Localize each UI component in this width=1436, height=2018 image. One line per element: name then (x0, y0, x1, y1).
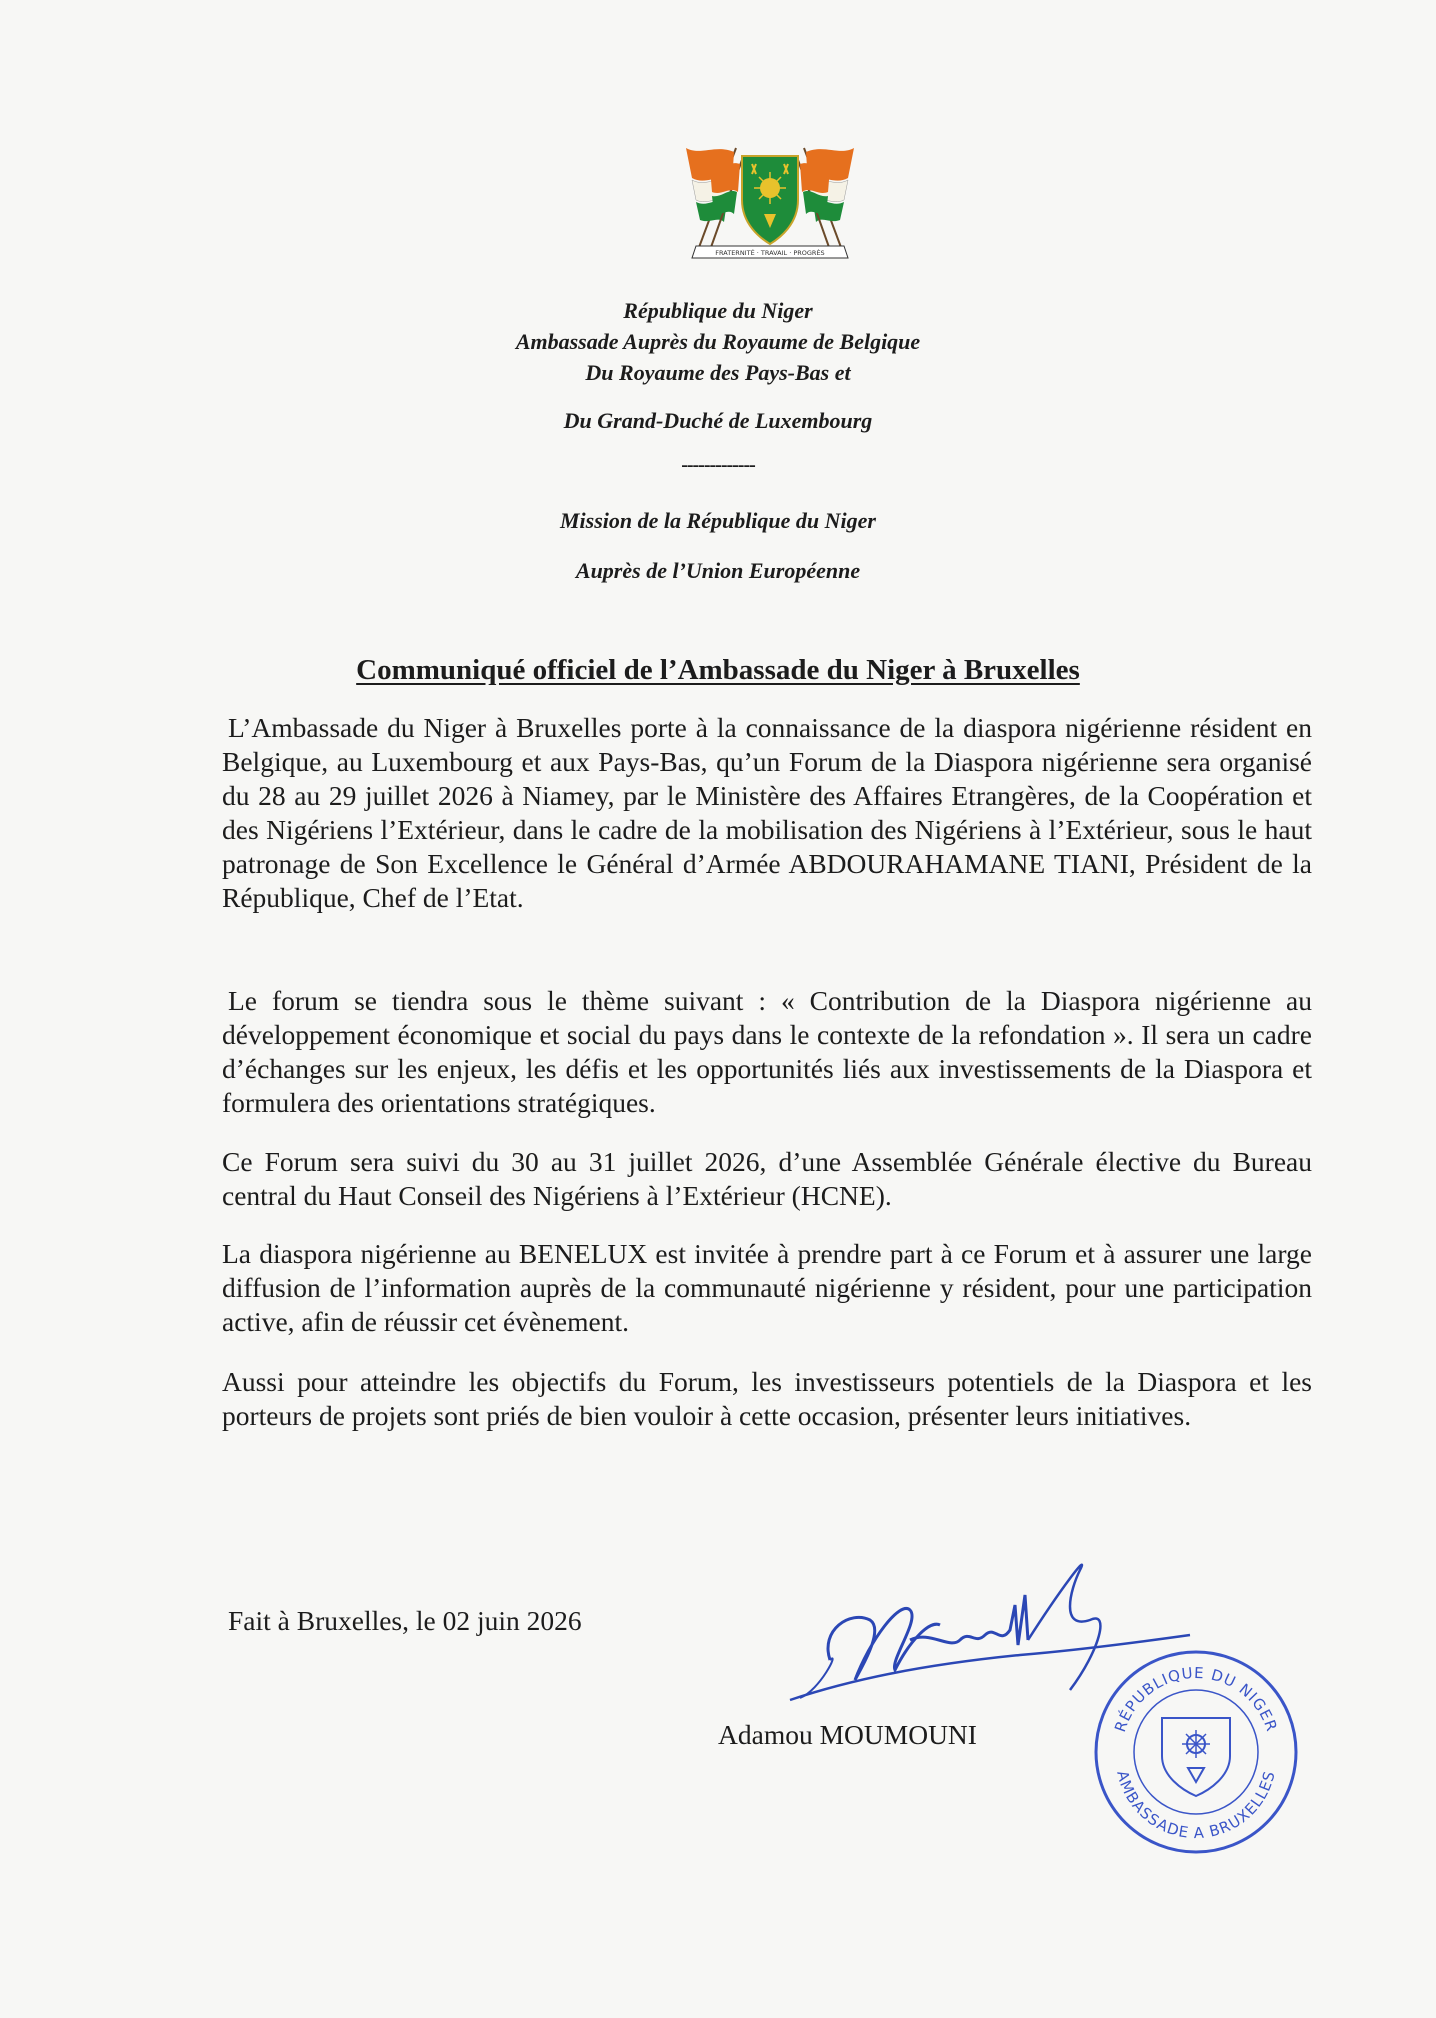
paragraph-benelux: La diaspora nigérienne au BENELUX est invitée à prendre part à ce Forum et à assurer une large diffusion de l’information auprès de la communauté nigérienne y résident, pour une participation active, afin de réussir cet évènement. (222, 1238, 1312, 1337)
svg-text:RÉPUBLIQUE DU NIGER: RÉPUBLIQUE DU NIGER (1111, 1663, 1281, 1735)
signatory-name: Adamou MOUMOUNI (718, 1719, 977, 1750)
document-title: Communiqué officiel de l’Ambassade du Niger à Bruxelles (356, 654, 1080, 686)
svg-text:AMBASSADE A BRUXELLES: AMBASSADE A BRUXELLES (1113, 1768, 1279, 1843)
header-line-republic: République du Niger (623, 298, 813, 323)
header-line-eu: Auprès de l’Union Européenne (575, 558, 861, 583)
paragraph-intro: L’Ambassade du Niger à Bruxelles porte à la connaissance de la diaspora nigérienne résident en Belgique, au Luxembourg et aux Pays-Bas, qu’un Forum de la Diaspora nigérienne sera organisé du 28 au 29 juillet 2026 à Niamey, par le Ministère des Affaires Etrangères, de la Coopération et des Nigériens l’Extérieur, dans le cadre de la mobilisation des Nigériens à l’Extérieur, sous le haut patronage de Son Excellence le Général d’Armée ABDOURAHAMANE TIANI, Président de la République, Chef de l’Etat. (222, 712, 1312, 913)
header-separator: ------------- (681, 454, 755, 476)
embassy-seal-icon (1092, 1648, 1300, 1856)
place-and-date: Fait à Bruxelles, le 02 juin 2026 (228, 1605, 582, 1636)
niger-coat-of-arms-icon (676, 138, 864, 268)
header-line-luxembourg: Du Grand-Duché de Luxembourg (563, 408, 873, 433)
paragraph-investors: Aussi pour atteindre les objectifs du Forum, les investisseurs potentiels de la Diaspora et les porteurs de projets sont priés de bien vouloir à cette occasion, présenter leurs initiatives. (222, 1366, 1312, 1431)
paragraph-assembly: Ce Forum sera suivi du 30 au 31 juillet 2026, d’une Assemblée Générale élective du Bureau central du Haut Conseil des Nigériens à l’Extérieur (HCNE). (222, 1146, 1312, 1211)
header-line-netherlands: Du Royaume des Pays-Bas et (585, 360, 851, 385)
svg-text:FRATERNITÉ · TRAVAIL · PROGRÈS: FRATERNITÉ · TRAVAIL · PROGRÈS (715, 249, 825, 257)
header-line-mission: Mission de la République du Niger (560, 508, 876, 533)
paragraph-theme: Le forum se tiendra sous le thème suivant : « Contribution de la Diaspora nigérienne au développement économique et social du pays dans le contexte de la refondation ». Il sera un cadre d’échanges sur les enjeux, les défis et les opportunités liés aux investissements de la Diaspora et formulera des orientations stratégiques. (222, 985, 1312, 1118)
header-line-embassy: Ambassade Auprès du Royaume de Belgique (515, 329, 921, 354)
